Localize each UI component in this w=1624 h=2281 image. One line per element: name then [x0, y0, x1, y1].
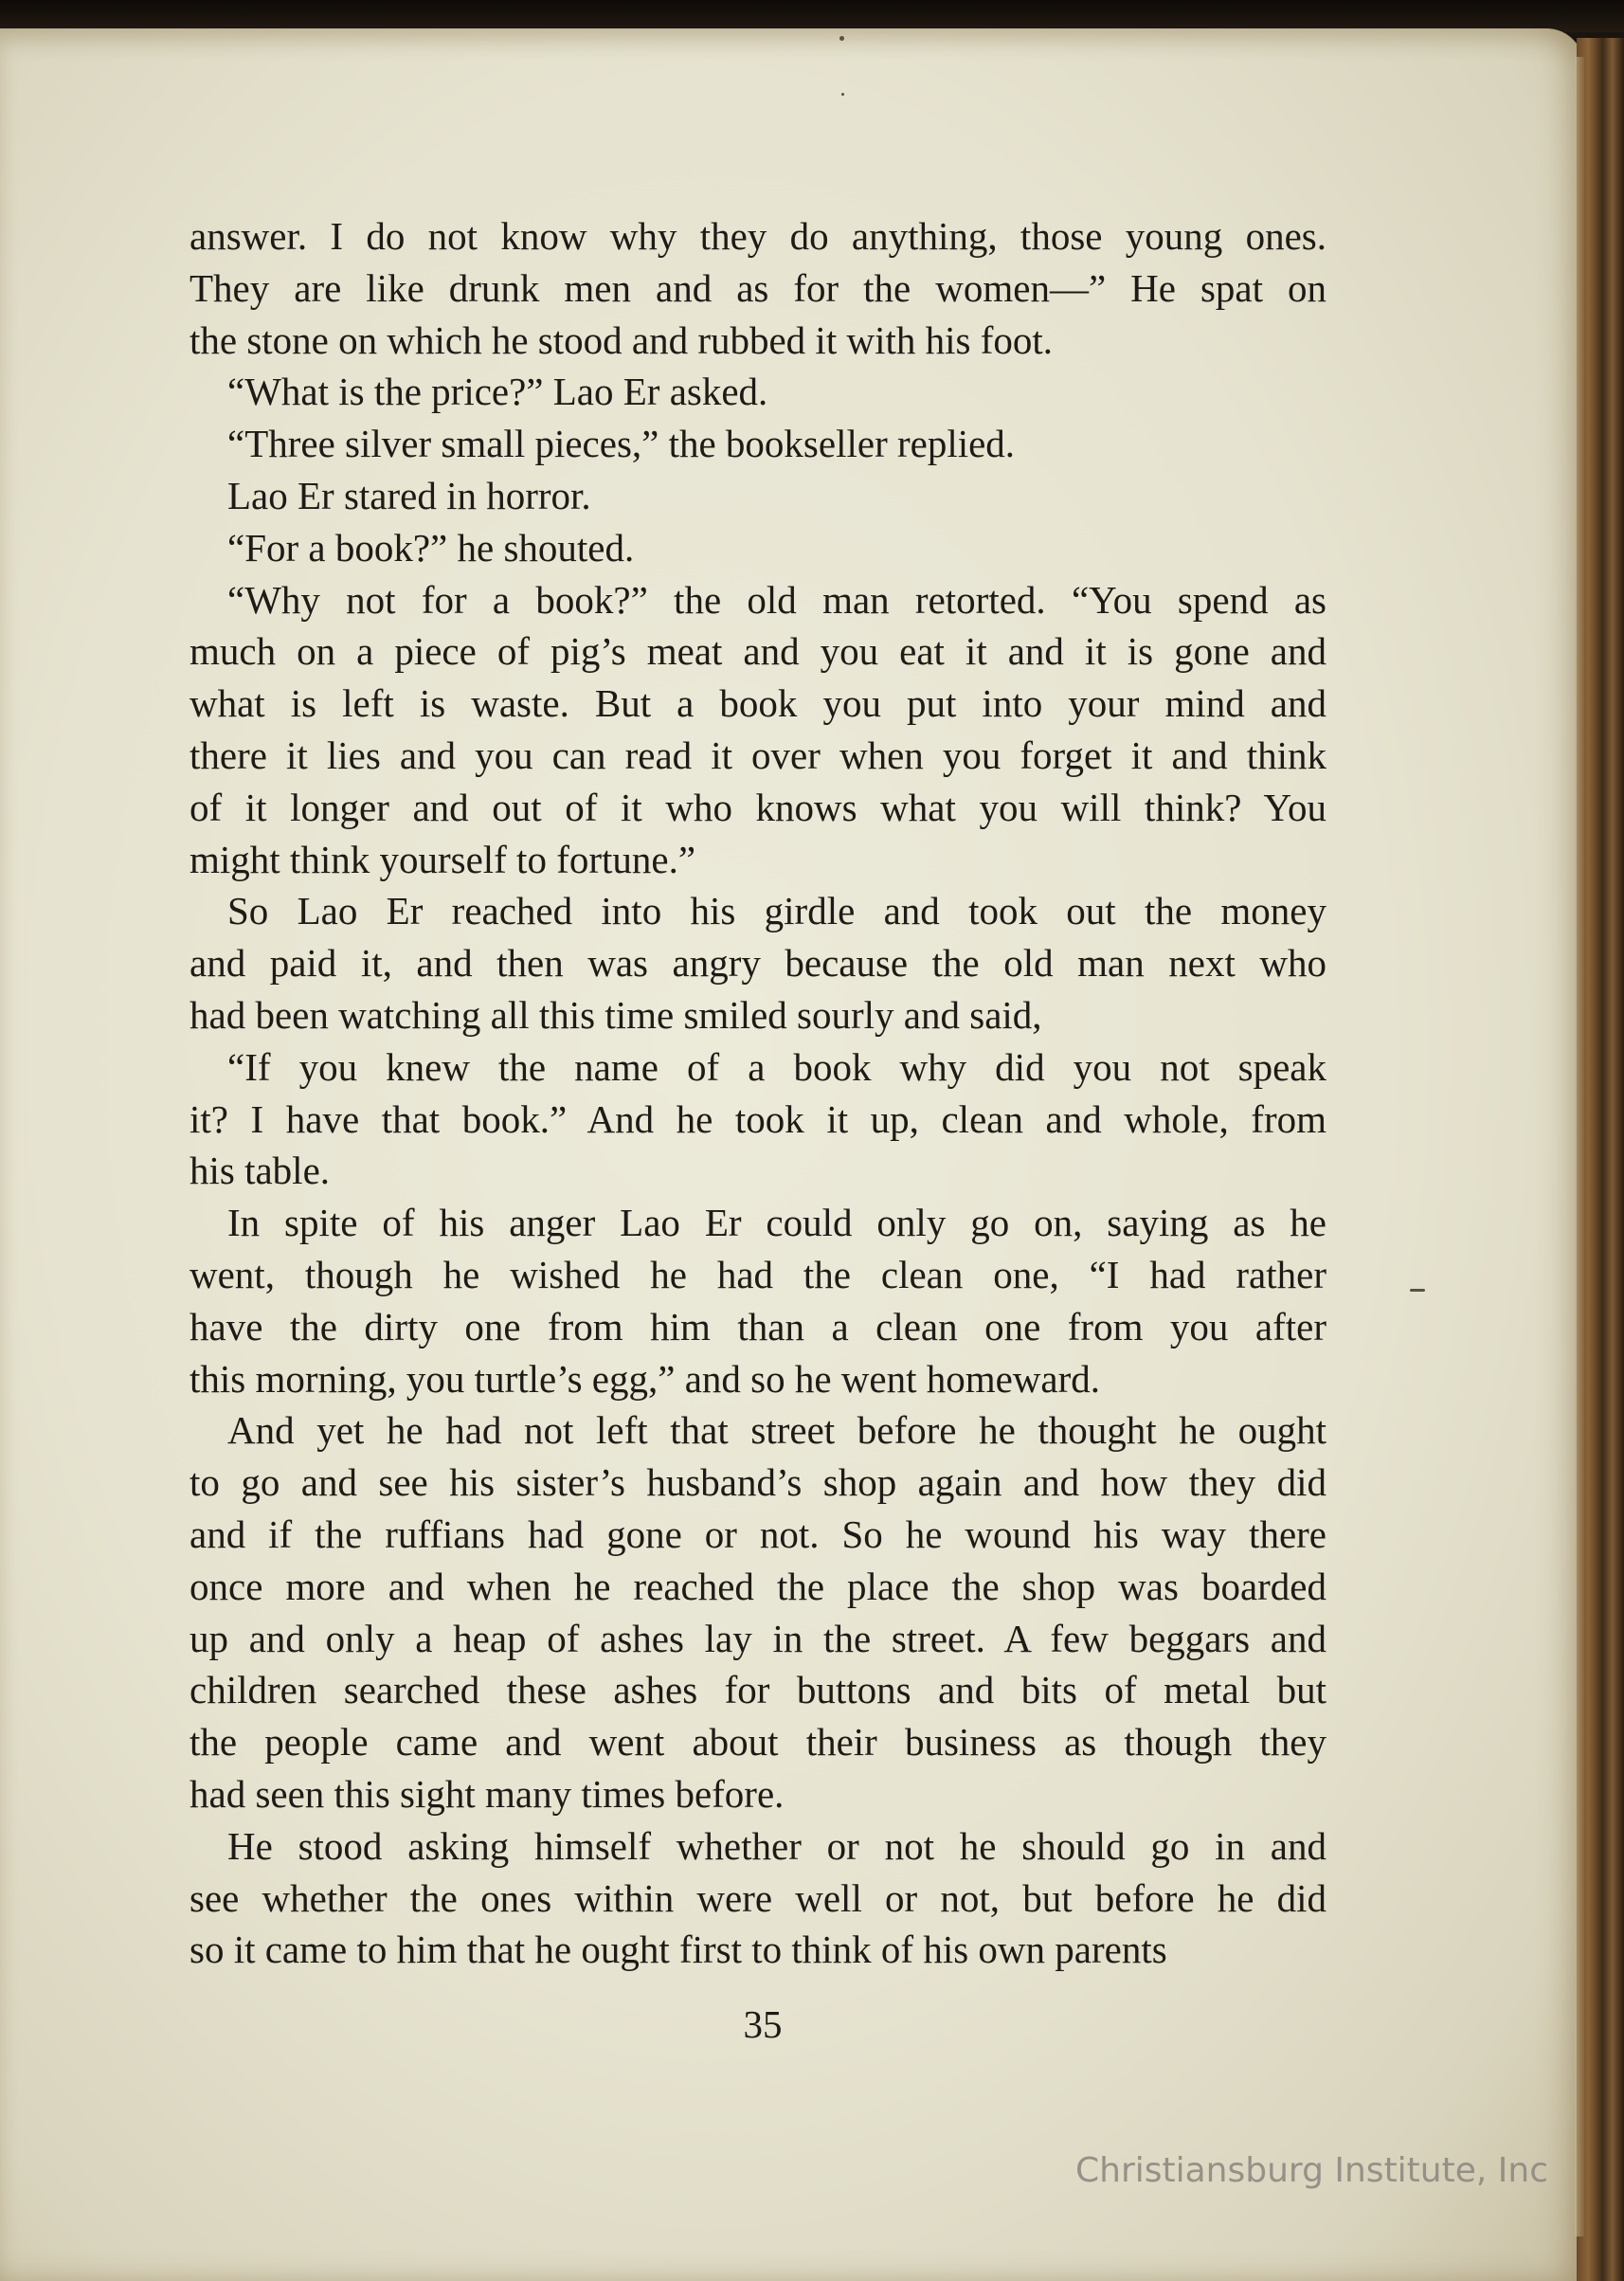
text-line: had been watching all this time smiled sourly and said,: [189, 992, 1042, 1037]
page-number: 35: [743, 2002, 783, 2046]
text-line: He stood asking himself whether or not he should go in and: [227, 1823, 1326, 1868]
page-edge-highlight: [1575, 57, 1584, 2236]
paper-speck: [1410, 1289, 1425, 1292]
text-line: this morning, you turtle’s egg,” and so he went homeward.: [189, 1356, 1101, 1401]
paragraph: [189, 210, 1326, 366]
text-line: and if the ruffians had gone or not. So he wound his way there: [189, 1512, 1326, 1556]
text-line: might think yourself to fortune.”: [189, 837, 696, 881]
text-line: went, though he wished he had the clean one, “I had rather: [189, 1252, 1326, 1296]
watermark: Christiansburg Institute, Inc: [1074, 2151, 1548, 2190]
paragraph: [189, 522, 1326, 574]
text-line: there it lies and you can read it over when you forget it and think: [189, 733, 1326, 777]
text-line: had seen this sight many times before.: [189, 1771, 785, 1816]
text-line: Lao Er stared in horror.: [227, 473, 591, 517]
text-line: have the dirty one from him than a clean one from you after: [189, 1304, 1326, 1349]
paragraph: [189, 574, 1326, 886]
top-edge-shadow: [0, 0, 1624, 32]
body-text: [189, 210, 1326, 1976]
text-line: so it came to him that he ought first to think of his own parents: [189, 1928, 1167, 1972]
text-line: see whether the ones within were well or not, but before he did: [189, 1875, 1326, 1920]
text-line: to go and see his sister’s husband’s shop again and how they did: [189, 1460, 1326, 1505]
paper-speck: [841, 93, 844, 96]
text-line: “If you knew the name of a book why did you not speak: [227, 1044, 1326, 1089]
text-line: much on a piece of pig’s meat and you eat it and it is gone and: [189, 629, 1326, 674]
paragraph: [189, 366, 1326, 418]
text-line: of it longer and out of it who knows what you will think? You: [189, 785, 1326, 829]
text-line: up and only a heap of ashes lay in the street. A few beggars and: [189, 1616, 1326, 1660]
text-line: “For a book?” he shouted.: [227, 525, 635, 570]
paragraph: [189, 1197, 1326, 1404]
text-line: and paid it, and then was angry because the old man next who: [189, 941, 1326, 986]
text-line: “Why not for a book?” the old man retorted. “You spend as: [227, 577, 1326, 622]
paragraph: [189, 418, 1326, 470]
paragraph: [189, 1820, 1326, 1976]
text-line: it? I have that book.” And he took it up, clean and whole, from: [189, 1096, 1326, 1141]
paper-speck: [839, 36, 844, 41]
text-line: They are like drunk men and as for the women—” He spat on: [189, 265, 1326, 310]
text-line: the people came and went about their business as though they: [189, 1720, 1326, 1765]
text-line: children searched these ashes for buttons and bits of metal but: [189, 1668, 1326, 1712]
text-line: “Three silver small pieces,” the bookseller replied.: [227, 422, 1016, 466]
text-line: what is left is waste. But a book you put into your mind and: [189, 681, 1326, 726]
text-line: In spite of his anger Lao Er could only go on, saying as he: [227, 1201, 1326, 1245]
paragraph: [189, 1041, 1326, 1197]
text-line: So Lao Er reached into his girdle and took out the money: [227, 889, 1326, 933]
text-line: answer. I do not know why they do anything, those young ones.: [189, 214, 1326, 258]
paragraph: [189, 1404, 1326, 1819]
text-line: once more and when he reached the place the shop was boarded: [189, 1564, 1326, 1608]
text-line: his table.: [189, 1149, 331, 1193]
text-line: “What is the price?” Lao Er asked.: [227, 370, 768, 414]
paragraph: [189, 470, 1326, 522]
text-line: And yet he had not left that street before he thought he ought: [227, 1408, 1326, 1453]
paragraph: [189, 885, 1326, 1041]
text-line: the stone on which he stood and rubbed it with his foot.: [189, 317, 1053, 362]
